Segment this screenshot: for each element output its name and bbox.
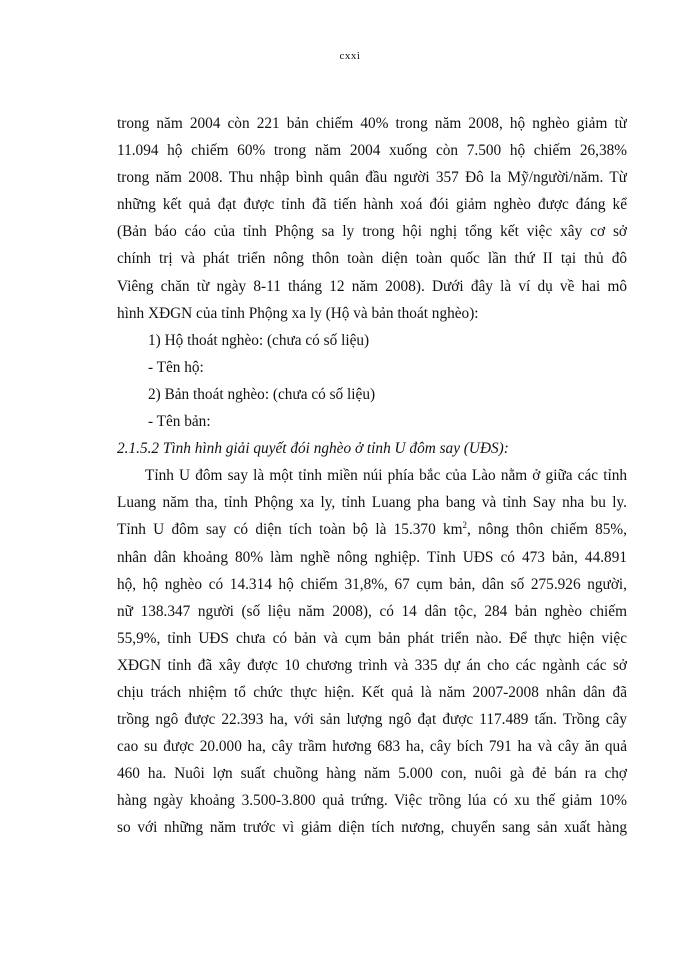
- paragraph-1: [117, 110, 627, 327]
- text-line: 460 ha. Nuôi lợn suất chuồng hàng năm 5.000 con, nuôi gà đẻ bán ra chợ: [117, 765, 627, 783]
- text-line: hộ, hộ nghèo có 14.314 hộ chiếm 31,8%, 67 cụm bản, dân số 275.926 người,: [117, 575, 627, 593]
- text-line: trong năm 2004 còn 221 bản chiếm 40% trong năm 2008, hộ nghèo giảm từ: [117, 115, 627, 132]
- text-line: hình XĐGN của tỉnh Phộng xa ly (Hộ và bản thoát nghèo):: [117, 304, 479, 322]
- text-line: (Bản báo cáo của tỉnh Phộng sa ly trong hội nghị tổng kết việc xây cơ sở: [117, 223, 627, 241]
- text-line: trồng ngô được 22.393 ha, với sản lượng ngô đạt được 117.489 tấn. Trồng cây: [117, 711, 627, 729]
- text-line: nhân dân khoảng 80% làm nghề nông nghiệp. Tỉnh UĐS có 473 bản, 44.891: [117, 548, 627, 566]
- text-line: Luang năm tha, tỉnh Phộng xa ly, tỉnh Luang pha bang và tỉnh Say nha bu ly.: [117, 494, 627, 512]
- list-item: 2) Bản thoát nghèo: (chưa có số liệu): [148, 385, 376, 403]
- list-item: - Tên hộ:: [148, 358, 204, 376]
- list-item: - Tên bản:: [148, 413, 211, 431]
- text-line: trong năm 2008. Thu nhập bình quân đầu người 357 Đô la Mỹ/người/năm. Từ: [117, 169, 627, 187]
- superscript: 2: [462, 520, 468, 531]
- text-line: Viêng chăn từ ngày 8-11 tháng 12 năm 2008). Dưới đây là ví dụ về hai mô: [117, 277, 627, 295]
- paragraph-2: [117, 462, 627, 841]
- text-line: cao su được 20.000 ha, cây trầm hương 683 ha, cây bích 791 ha và cây ăn quả: [117, 738, 627, 756]
- section-heading: 2.1.5.2 Tình hình giải quyết đói nghèo ở tỉnh U đôm say (UĐS):: [117, 440, 509, 458]
- list-item: 1) Hộ thoát nghèo: (chưa có số liệu): [148, 331, 370, 349]
- text-line: 55,9%, tỉnh UĐS chưa có bản và cụm bản phát triển nào. Để thực hiện việc: [117, 629, 627, 647]
- text-line: so với những năm trước vì giảm diện tích nương, chuyển sang sản xuất hàng: [117, 819, 627, 837]
- text-line: Tỉnh U đôm say là một tỉnh miền núi phía bắc của Lào nằm ở giữa các tỉnh: [145, 467, 627, 485]
- text-line: chính trị và phát triển nông thôn toàn diện toàn quốc lần thứ II tại thủ đô: [117, 250, 627, 268]
- text-line: XĐGN tỉnh đã xây được 10 chương trình và 335 dự án cho các ngành các sở: [117, 656, 627, 674]
- text-line: chịu trách nhiệm tổ chức thực hiện. Kết quả là năm 2007-2008 nhân dân đã: [117, 683, 627, 701]
- text-segment: Tỉnh U đôm say có diện tích toàn bộ là 15.370 km: [117, 521, 463, 539]
- text-line: nữ 138.347 người (số liệu năm 2008), có 14 dân tộc, 284 bản nghèo chiếm: [117, 602, 627, 620]
- text-line: những kết quả đạt được tỉnh đã tiến hành xoá đói giảm nghèo được đáng kể: [117, 196, 627, 214]
- page-number: cxxi: [339, 50, 361, 62]
- text-line: hàng ngày khoảng 3.500-3.800 quả trứng. Việc trồng lúa có xu thế giảm 10%: [117, 792, 627, 810]
- text-line: [117, 516, 627, 543]
- list-block: [117, 327, 627, 435]
- document-body: [117, 110, 627, 842]
- text-segment: , nông thôn chiếm 85%,: [467, 521, 627, 539]
- text-line: 11.094 hộ chiếm 60% trong năm 2004 xuống còn 7.500 hộ chiếm 26,38%: [117, 142, 627, 160]
